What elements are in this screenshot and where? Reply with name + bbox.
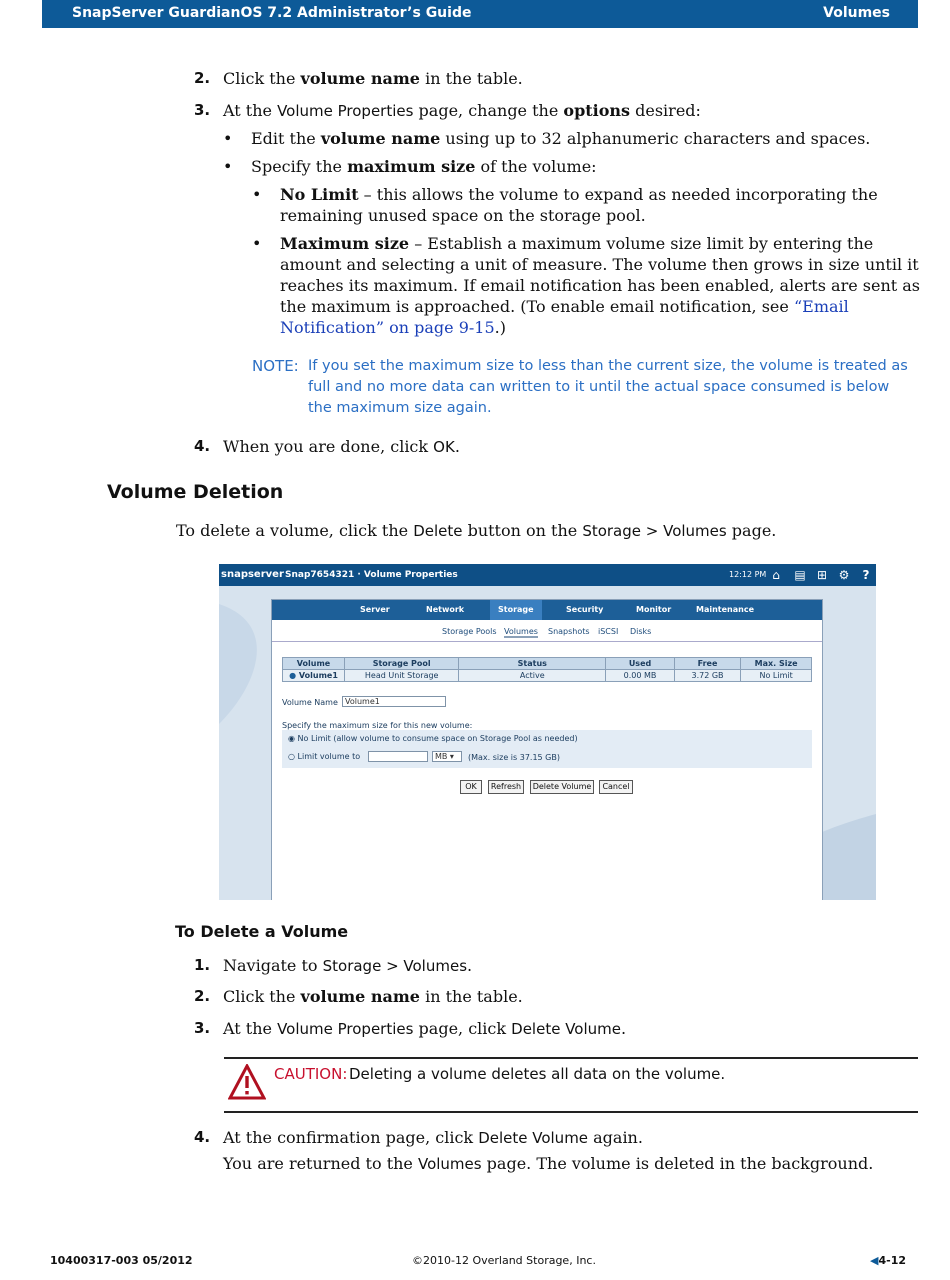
print-icon[interactable]: ▤ (794, 568, 806, 582)
caution-label: CAUTION: (274, 1065, 348, 1083)
caution-block (224, 1057, 918, 1113)
network-icon[interactable]: ⊞ (816, 568, 828, 582)
step-number: 3. (194, 101, 211, 119)
subnav-volumes[interactable]: Volumes (504, 627, 538, 636)
max-size-hint: (Max. size is 37.15 GB) (468, 753, 560, 762)
step-text: At the Volume Properties page, change the options desired: (223, 101, 701, 120)
note-text: If you set the maximum size to less than the current size, the volume is treated as full and no more data can written to it until the actual space consumed is below the maximum size again. (308, 358, 908, 416)
clock: 12:12 PM (729, 570, 767, 579)
subnav-storage-pools[interactable]: Storage Pools (442, 627, 497, 636)
refresh-button[interactable]: Refresh (488, 780, 524, 794)
subnav-iscsi[interactable]: iSCSI (598, 627, 619, 636)
nav-storage[interactable]: Storage (490, 600, 542, 620)
properties-panel (271, 599, 823, 900)
unit-select[interactable]: MB ▾ (432, 751, 462, 762)
step-text: When you are done, click OK. (223, 437, 460, 456)
gear-icon[interactable]: ⚙ (838, 568, 850, 582)
window-title: Snap7654321 · Volume Properties (285, 570, 458, 580)
limit-input[interactable] (368, 751, 428, 762)
main-nav (272, 600, 822, 620)
page-header (42, 0, 918, 28)
home-icon[interactable]: ⌂ (772, 568, 780, 582)
ok-button[interactable]: OK (460, 780, 482, 794)
volume-icon: ● (289, 671, 297, 680)
previous-page-icon[interactable]: ◀ (870, 1254, 879, 1267)
page-number: ◀4-12 (870, 1254, 906, 1267)
delete-volume-button[interactable]: Delete Volume (530, 780, 594, 794)
doc-number: 10400317-003 05/2012 (50, 1254, 193, 1267)
nav-server[interactable]: Server (360, 605, 390, 614)
step-text: Click the volume name in the table. (223, 69, 523, 88)
volumes-table (282, 657, 812, 682)
cancel-button[interactable]: Cancel (599, 780, 633, 794)
nav-maintenance[interactable]: Maintenance (696, 605, 755, 614)
subnav-snapshots[interactable]: Snapshots (548, 627, 590, 636)
chapter-name: Volumes (823, 5, 890, 21)
max-size-prompt: Specify the maximum size for this new volume: (282, 721, 473, 730)
note-label: NOTE: (252, 357, 299, 375)
volume-name-input[interactable]: Volume1 (342, 696, 446, 707)
limit-radio[interactable]: ○ Limit volume to (288, 752, 361, 761)
help-icon[interactable]: ? (862, 568, 870, 582)
nav-security[interactable]: Security (566, 605, 604, 614)
volume-properties-screenshot (219, 564, 876, 900)
nav-network[interactable]: Network (426, 605, 465, 614)
copyright: ©2010-12 Overland Storage, Inc. (412, 1254, 596, 1267)
guide-title: SnapServer GuardianOS 7.2 Administrator’s Guide (72, 5, 472, 21)
procedure-heading: To Delete a Volume (175, 922, 349, 941)
section-heading: Volume Deletion (107, 481, 284, 503)
subnav-disks[interactable]: Disks (630, 627, 652, 636)
warning-icon (228, 1064, 266, 1100)
table-header-row: Volume Storage Pool Status Used Free Max. Size (283, 658, 812, 670)
caution-text: Deleting a volume deletes all data on the volume. (349, 1065, 726, 1083)
email-notification-link[interactable]: “Email (793, 297, 849, 316)
no-limit-radio[interactable]: ◉ No Limit (allow volume to consume space on Storage Pool as needed) (288, 734, 578, 743)
step-number: 4. (194, 437, 211, 455)
email-notification-link-cont[interactable]: Notification” on page 9-15 (280, 318, 495, 337)
step-number: 2. (194, 69, 211, 87)
app-topbar (219, 564, 876, 586)
nav-monitor[interactable]: Monitor (636, 605, 672, 614)
volume-name-label: Volume Name (282, 698, 338, 707)
snapserver-logo: snapserver (221, 569, 284, 580)
table-row[interactable]: ● Volume1 Head Unit Storage Active 0.00 MB 3.72 GB No Limit (283, 670, 812, 682)
sub-nav (272, 621, 822, 642)
